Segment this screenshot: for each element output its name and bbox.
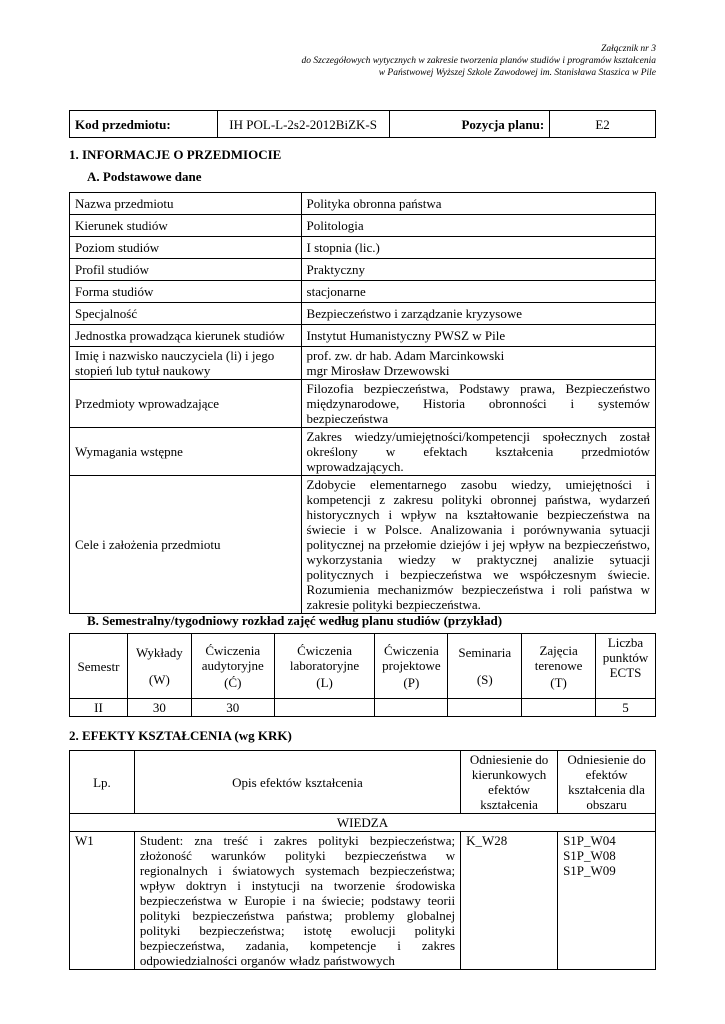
basic-label: Specjalność — [70, 303, 302, 325]
course-code-value: IH POL-L-2s2-2012BiZK-S — [217, 111, 389, 138]
subsection-a-title: A. Podstawowe dane — [87, 169, 202, 184]
basic-value: Politologia — [301, 215, 655, 237]
plan-position-value: E2 — [550, 111, 656, 138]
row-semester: II — [70, 699, 128, 717]
effect-obsz-3: S1P_W09 — [563, 863, 616, 878]
basic-row — [70, 281, 656, 303]
col-lectures: Wykłady (W) — [127, 634, 191, 699]
col-field: Zajęcia terenowe (T) — [522, 634, 596, 699]
goals-label: Cele i założenia przedmiotu — [70, 476, 302, 614]
attachment-header — [302, 43, 656, 79]
goals-value: Zdobycie elementarnego zasobu wiedzy, umiejętności i kompetencji z zakresu polityki obronnej państwa, wydarzeń historycznych i wpływ na kształtowanie bezpieczeństwa na świecie i w Polsce. Analizowania i porównywania sytuacji politycznej na przełomie dziejów i jej wpływ na bezpieczeństwo, wykorzystania wiedzy w praktycznej analizie sytuacji politycznych i bezpieczeństwa we współczesnym świecie. Rozumienia mechanizmów bezpieczeństwa i roli państwa w zakresie polityki bezpieczeństwa. — [301, 476, 655, 614]
teachers-value — [301, 347, 655, 380]
effects-desc-header: Opis efektów kształcenia — [134, 751, 460, 814]
basic-value: I stopnia (lic.) — [301, 237, 655, 259]
effects-group-wiedza: WIEDZA — [70, 814, 656, 832]
ects-header: Liczba punktów ECTS — [595, 634, 655, 699]
effects-obsz-header: Odniesienie do efektów kształcenia dla obszaru — [558, 751, 656, 814]
semester-header: Semestr — [70, 634, 128, 699]
teacher-1: prof. zw. dr hab. Adam Marcinkowski — [306, 348, 505, 363]
col-auditory: Ćwiczenia audytoryjne (Ć) — [191, 634, 274, 699]
basic-value: Instytut Humanistyczny PWSZ w Pile — [301, 325, 655, 347]
basic-row — [70, 215, 656, 237]
attachment-number: Załącznik nr 3 — [601, 44, 656, 54]
section-2-title: 2. EFEKTY KSZTAŁCENIA (wg KRK) — [69, 728, 292, 743]
basic-row — [70, 325, 656, 347]
attachment-ref-line2: w Państwowej Wyższej Szkole Zawodowej im. Stanisława Staszica w Pile — [378, 68, 656, 78]
basic-label: Profil studiów — [70, 259, 302, 281]
effect-kier: K_W28 — [461, 832, 558, 970]
teacher-2: mgr Mirosław Drzewowski — [306, 363, 450, 378]
row-w: 30 — [127, 699, 191, 717]
effect-obsz — [558, 832, 656, 970]
basic-value: Bezpieczeństwo i zarządzanie kryzysowe — [301, 303, 655, 325]
requirements-label: Wymagania wstępne — [70, 428, 302, 476]
plan-position-label: Pozycja planu: — [389, 111, 550, 138]
course-code-table — [69, 110, 656, 138]
row-p — [375, 699, 448, 717]
basic-row — [70, 237, 656, 259]
basic-data-table — [69, 192, 656, 614]
basic-label: Kierunek studiów — [70, 215, 302, 237]
requirements-value: Zakres wiedzy/umiejętności/kompetencji społecznych został określony w efektach kształcenia przedmiotów wprowadzających. — [301, 428, 655, 476]
prereq-value: Filozofia bezpieczeństwa, Podstawy prawa, Bezpieczeństwo międzynarodowe, Historia obronności i systemów bezpieczeństwa — [301, 380, 655, 428]
basic-row — [70, 303, 656, 325]
basic-label: Nazwa przedmiotu — [70, 193, 302, 215]
basic-value: Praktyczny — [301, 259, 655, 281]
basic-label: Forma studiów — [70, 281, 302, 303]
basic-value: stacjonarne — [301, 281, 655, 303]
attachment-ref-line1: do Szczegółowych wytycznych w zakresie tworzenia planów studiów i programów kształcenia — [301, 56, 656, 66]
basic-value: Polityka obronna państwa — [301, 193, 655, 215]
row-t — [522, 699, 596, 717]
row-l — [274, 699, 375, 717]
schedule-table — [69, 633, 656, 717]
course-code-label: Kod przedmiotu: — [70, 111, 218, 138]
effect-lp: W1 — [70, 832, 135, 970]
basic-row — [70, 259, 656, 281]
basic-row — [70, 193, 656, 215]
row-s — [448, 699, 522, 717]
basic-label: Poziom studiów — [70, 237, 302, 259]
teachers-label: Imię i nazwisko nauczyciela (li) i jego stopień lub tytuł naukowy — [70, 347, 302, 380]
col-laboratory: Ćwiczenia laboratoryjne (L) — [274, 634, 375, 699]
row-c: 30 — [191, 699, 274, 717]
effect-desc: Student: zna treść i zakres polityki bezpieczeństwa; złożoność warunków polityki bezpieczeństwa w regionalnych i światowych systemach bezpieczeństwa; wpływ doktryn i instytucji na tworzenie środowiska bezpieczeństwa w Europie i na świecie; podstawy teorii polityki bezpieczeństwa państwa; problemy globalnej polityki bezpieczeństwa; istotę ewolucji polityki bezpieczeństwa, zadania, kompetencje i zakres odpowiedzialności organów władz państwowych — [134, 832, 460, 970]
effects-kier-header: Odniesienie do kierunkowych efektów kształcenia — [461, 751, 558, 814]
row-ects: 5 — [595, 699, 655, 717]
col-project: Ćwiczenia projektowe (P) — [375, 634, 448, 699]
effect-obsz-1: S1P_W04 — [563, 833, 616, 848]
effect-obsz-2: S1P_W08 — [563, 848, 616, 863]
subsection-b-title: B. Semestralny/tygodniowy rozkład zajęć według planu studiów (przykład) — [87, 613, 503, 628]
basic-label: Jednostka prowadząca kierunek studiów — [70, 325, 302, 347]
effects-table — [69, 750, 656, 970]
prereq-label: Przedmioty wprowadzające — [70, 380, 302, 428]
col-seminars: Seminaria (S) — [448, 634, 522, 699]
section-1-title: 1. INFORMACJE O PRZEDMIOCIE — [69, 147, 282, 162]
effects-lp-header: Lp. — [70, 751, 135, 814]
